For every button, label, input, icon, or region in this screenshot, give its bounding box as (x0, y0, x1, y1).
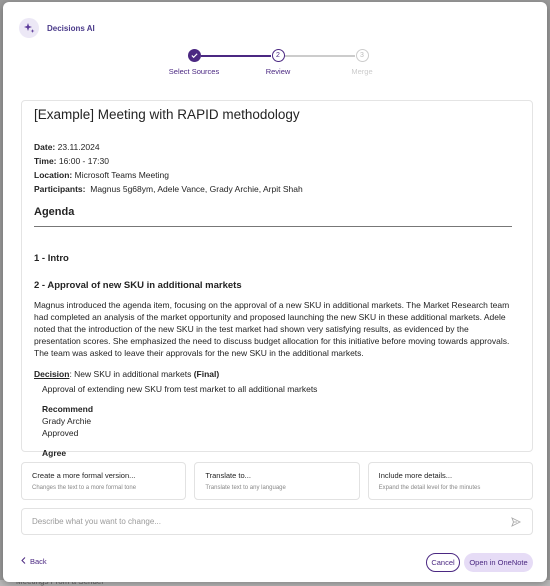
open-in-onenote-button[interactable]: Open in OneNote (464, 553, 533, 572)
suggestion-translate[interactable] (194, 462, 359, 500)
time-label: Time: (34, 156, 57, 166)
suggestion-title: Include more details... (378, 471, 453, 480)
app-title: Decisions AI (47, 23, 95, 33)
step-merge (322, 49, 402, 76)
section-paragraph: Magnus introduced the agenda item, focusing on the approval of a new SKU in additional markets. The Market Research team had completed an analysis of the market opportunity and proposed launching the new SKU in these additional markets. Adele noted that the introduction of the new SKU in the test market had shown very satisfying results, as evidenced by the presentation scores. She emphasized the need to discuss budget allocation for this initiative before moving towards approvals. The team was asked to leave their approvals for the new SKU in the additional markets. (34, 300, 510, 358)
meeting-meta (34, 140, 520, 196)
decision-status: (Final) (193, 369, 220, 379)
step-label: Merge (351, 67, 373, 76)
back-link[interactable] (21, 557, 47, 566)
sparkle-icon (19, 18, 39, 38)
suggestion-desc: Translate text to any language (205, 485, 286, 491)
dialog-header (19, 18, 95, 38)
decision-line (34, 369, 520, 379)
progress-stepper (163, 49, 393, 79)
back-label: Back (30, 557, 47, 566)
change-prompt-box (21, 508, 533, 535)
suggestion-details[interactable] (368, 462, 533, 500)
participants-label: Participants: (34, 184, 86, 194)
chevron-left-icon (21, 557, 26, 566)
step-label: Review (265, 67, 291, 76)
suggestion-title: Translate to... (205, 471, 251, 480)
suggestion-formal[interactable] (21, 462, 186, 500)
section-intro: 1 - Intro (34, 253, 69, 264)
change-prompt-input[interactable] (32, 517, 510, 526)
location-value: Microsoft Teams Meeting (74, 170, 169, 180)
recommend-person: Grady Archie (42, 416, 92, 426)
suggestion-desc: Changes the text to a more formal tone (32, 485, 137, 491)
decision-text: : New SKU in additional markets (69, 369, 194, 379)
agenda-heading: Agenda (34, 206, 512, 227)
participants-row (34, 182, 520, 196)
time-value: 16:00 - 17:30 (58, 156, 110, 166)
section-approval: 2 - Approval of new SKU in additional markets (34, 280, 242, 291)
step-number: 2 (272, 49, 285, 62)
suggestion-cards (21, 462, 533, 500)
step-label: Select Sources (168, 67, 220, 76)
cancel-button[interactable]: Cancel (426, 553, 460, 572)
suggestion-title: Create a more formal version... (32, 471, 136, 480)
dialog-footer (21, 553, 533, 573)
step-review (238, 49, 318, 76)
step-number: 3 (356, 49, 369, 62)
decisions-dialog (3, 2, 547, 582)
decision-detail: Approval of extending new SKU from test market to all additional markets (42, 384, 318, 394)
step-select-sources (154, 49, 234, 76)
recommend-status: Approved (42, 428, 79, 438)
agree-label: Agree (42, 448, 67, 458)
participants-value: Magnus 5g68ym, Adele Vance, Grady Archie, Arpit Shah (90, 184, 303, 194)
date-label: Date: (34, 142, 56, 152)
send-icon[interactable] (510, 516, 522, 528)
location-label: Location: (34, 170, 73, 180)
recommend-label: Recommend (42, 404, 94, 414)
suggestion-desc: Expand the detail level for the minutes (378, 485, 481, 491)
date-row (34, 140, 520, 154)
date-value: 23.11.2024 (57, 142, 100, 152)
decision-label: Decision (34, 369, 70, 379)
document-title: [Example] Meeting with RAPID methodology (34, 107, 300, 122)
document-preview[interactable] (21, 100, 533, 458)
time-row (34, 154, 520, 168)
decision-details (42, 383, 520, 459)
location-row (34, 168, 520, 182)
check-icon (188, 49, 201, 62)
